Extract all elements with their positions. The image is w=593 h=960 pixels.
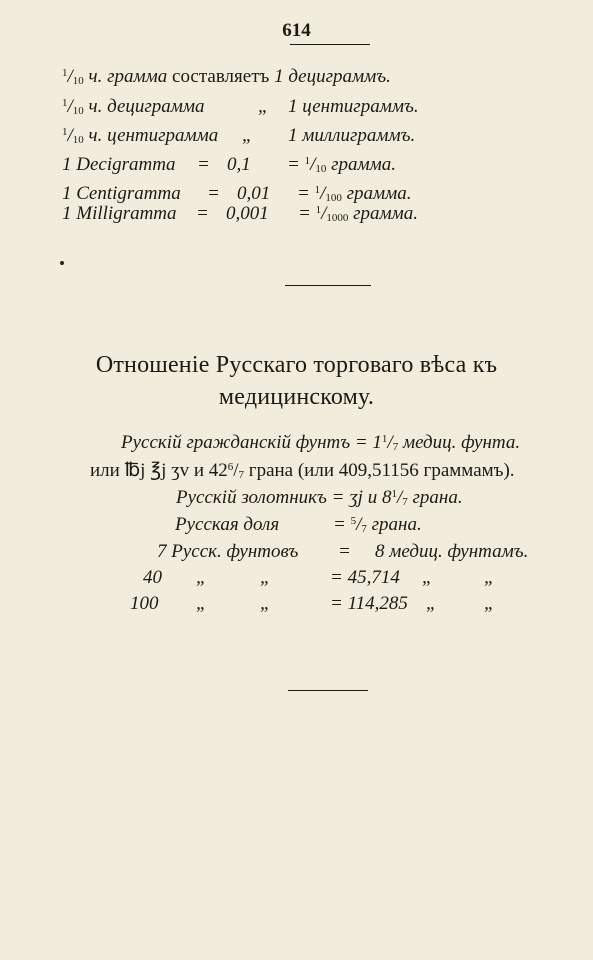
relation-line-3: Русскій золотникъ = ʒj и $8^1/_7$ грана. <box>176 487 463 508</box>
relation-line-2: или ℔j ℥j ʒv и $42^6/_7$ грана (или 409,51156 граммамъ). <box>90 460 515 481</box>
metric-line-3: $^1/_{10}$ ч. центиграмма <box>62 125 219 146</box>
equation-eq1: = <box>196 203 209 224</box>
equation-unit: грамма. <box>331 154 397 175</box>
fraction-numerator: 5 <box>350 515 357 527</box>
equation-unit: грамма. <box>353 203 419 224</box>
equals-sign: = <box>333 514 346 535</box>
fraction-numerator: 1 <box>314 184 321 196</box>
relation-text: медиц. фунта. <box>402 432 521 453</box>
metric-text: ч. центиграмма <box>88 125 219 146</box>
relation-text: или ℔j ℥j ʒv и 42 <box>90 460 228 481</box>
equation-value: 0,01 <box>237 183 271 204</box>
relation-text: Русскій золотникъ = ʒj и 8 <box>176 487 392 508</box>
relation-line-5-value: 8 медиц. фунтамъ. <box>375 541 529 562</box>
metric-text: ч. дециграмма <box>88 96 205 117</box>
fraction-denominator: 7 <box>402 496 408 508</box>
equation-left: 1 Milligramma <box>62 203 177 224</box>
section-title-line1: Отношеніе Русскаго торговаго вѣса къ <box>95 352 498 378</box>
equation-unit: грамма. <box>346 183 412 204</box>
fraction-denominator: 100 <box>325 192 342 204</box>
equation-decigramma <box>62 154 175 176</box>
equation-eq1: = <box>207 183 220 204</box>
equation-centigramma <box>62 183 181 205</box>
relation-text: грана. <box>371 514 422 535</box>
fraction-numerator: 1 <box>391 488 397 500</box>
metric-verb: составляетъ <box>172 66 270 87</box>
relation-line-5-eq: = <box>338 541 351 562</box>
relation-text: Русскій гражданскій фунтъ = 1 <box>121 432 382 453</box>
fraction-denominator: 10 <box>72 105 84 117</box>
fraction-denominator: 7 <box>361 523 367 535</box>
fraction-denominator: 7 <box>238 469 245 481</box>
fraction-denominator: 10 <box>72 75 84 87</box>
relation-line-4-value: = $^5/_7$ грана. <box>333 514 422 535</box>
fraction-numerator: 1 <box>381 433 388 445</box>
ditto-mark: „ <box>422 567 433 588</box>
equation-eq2-sign: = <box>297 183 310 204</box>
ditto-mark: „ <box>196 567 207 588</box>
equation-eq1: = <box>197 154 210 175</box>
section-divider-bottom <box>288 690 368 691</box>
fraction-numerator: 6 <box>227 461 234 473</box>
equation-eq2-sign: = <box>298 203 311 224</box>
stray-dot <box>60 261 64 265</box>
fraction-denominator: 10 <box>315 163 327 175</box>
ditto-mark: „ <box>484 593 495 614</box>
metric-result-2: 1 центиграммъ. <box>288 96 419 117</box>
fraction-numerator: 1 <box>62 126 68 138</box>
relation-line-1: Русскій гражданскій фунтъ = $1^1/_7$ медиц. фунта. <box>121 432 521 453</box>
equation-milligramma <box>62 203 177 225</box>
section-title-line2: медицинскому. <box>218 384 375 410</box>
relation-line-7-value: = 114,285 <box>330 593 408 614</box>
fraction-numerator: 1 <box>304 155 311 167</box>
relation-line-5-label: 7 Русск. фунтовъ <box>157 541 299 562</box>
metric-result-3: 1 миллиграммъ. <box>288 125 416 146</box>
fraction-numerator: 1 <box>315 204 322 216</box>
ditto-mark: „ <box>196 593 207 614</box>
relation-line-4-label: Русская доля <box>175 514 280 535</box>
header-rule <box>290 44 370 45</box>
fraction-denominator: 10 <box>72 134 84 146</box>
ditto-mark: „ <box>426 593 437 614</box>
metric-ditto-3: „ <box>242 125 253 146</box>
ditto-mark: „ <box>260 593 271 614</box>
relation-text: грана (или 409,51156 граммамъ). <box>248 460 515 481</box>
equation-eq2: = $^1/_{10}$ грамма. <box>287 154 397 175</box>
relation-text: грана. <box>412 487 463 508</box>
ditto-mark: „ <box>260 567 271 588</box>
relation-line-6-value: = 45,714 <box>330 567 400 588</box>
fraction-denominator: 7 <box>392 441 399 453</box>
equation-left: 1 Decigramma <box>62 154 176 175</box>
metric-result: 1 дециграммъ. <box>274 66 391 87</box>
page-number: 614 <box>282 20 311 41</box>
fraction-numerator: 1 <box>62 97 68 109</box>
equation-value: 0,1 <box>227 154 251 175</box>
equation-eq2-sign: = <box>287 154 300 175</box>
metric-line-2: $^1/_{10}$ ч. дециграмма <box>62 96 205 117</box>
equation-eq2: = $^1/_{1000}$ грамма. <box>298 203 419 224</box>
ditto-mark: „ <box>484 567 495 588</box>
relation-line-6-num: 40 <box>143 567 162 588</box>
equation-eq2: = $^1/_{100}$ грамма. <box>297 183 412 204</box>
fraction-denominator: 1000 <box>326 212 349 224</box>
relation-line-7-num: 100 <box>130 593 159 614</box>
metric-ditto-2: „ <box>258 96 269 117</box>
metric-line-1: $^1/_{10}$ ч. грамма составляетъ 1 дециграммъ. <box>62 66 391 87</box>
equation-left: 1 Centigramma <box>62 183 181 204</box>
fraction-numerator: 1 <box>62 67 68 79</box>
section-divider-top <box>285 285 371 286</box>
equation-value: 0,001 <box>226 203 269 224</box>
metric-text: ч. грамма <box>88 66 168 87</box>
